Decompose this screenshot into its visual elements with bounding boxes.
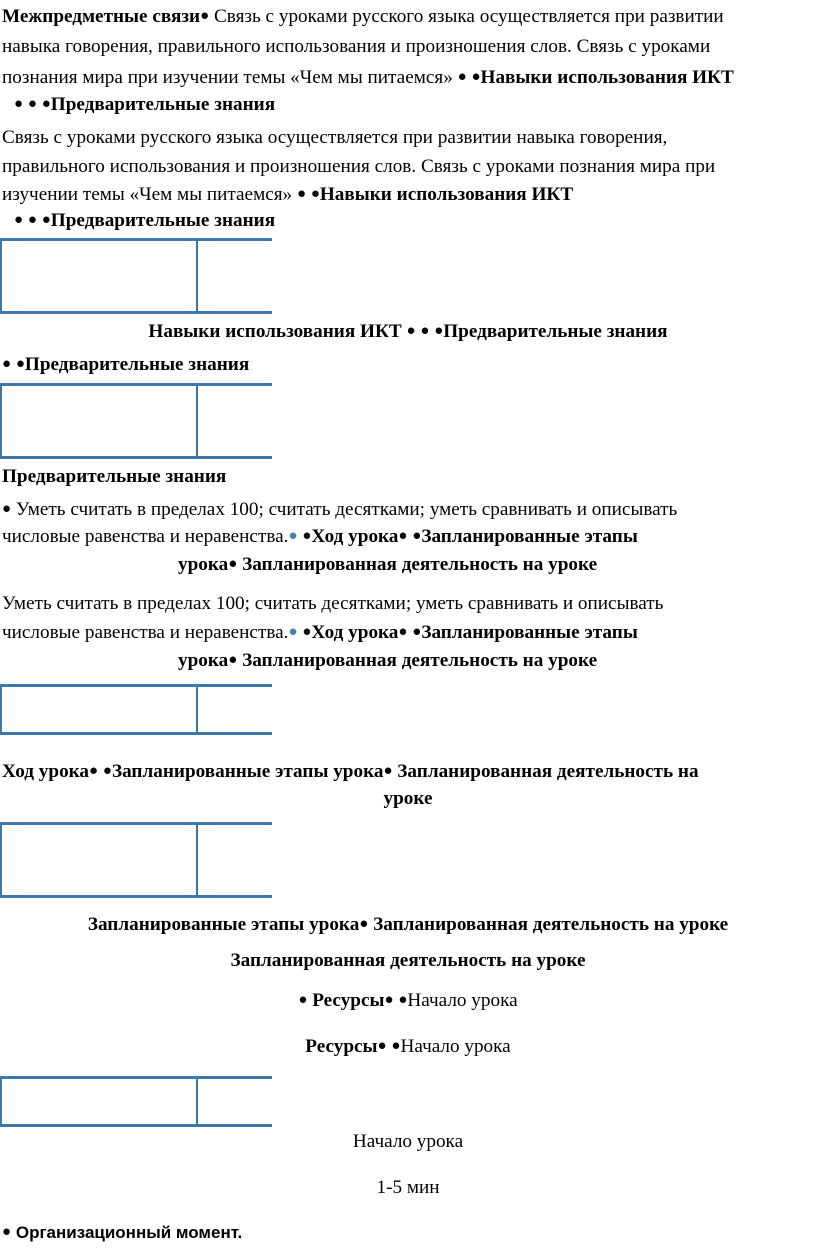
bullet-icon: ● — [412, 528, 422, 544]
skills-paragraph-line-1: ● Уметь считать в пределах 100; считать десятками; уметь сравнивать и описывать — [2, 499, 678, 520]
bullet-icon: ● — [27, 96, 37, 112]
prior-knowledge-heading: Предварительные знания — [50, 94, 276, 115]
bullet-icon: ● — [398, 624, 408, 640]
bullet-icon: ● — [359, 916, 369, 932]
ict-skills-line: Навыки использования ИКТ ● ● ●Предварительные знания — [148, 321, 668, 342]
table-fragment — [0, 684, 272, 735]
bullet-icon: ● — [41, 212, 51, 228]
bullet-icon: ● — [391, 1038, 401, 1054]
skills-paragraph-2-line-1: Уметь считать в пределах 100; считать десятками; уметь сравнивать и описывать — [2, 593, 664, 614]
bullet-icon: ● — [27, 212, 37, 228]
table-fragment — [0, 238, 272, 314]
bullet-icon: ● — [2, 1224, 12, 1240]
intersubject-label: Межпредметные связи — [2, 6, 201, 27]
intersubject-paragraph-line-3: познания мира при изучении темы «Чем мы питаемся» ● ●Навыки использования ИКТ — [2, 67, 734, 88]
bullet-icon: ● — [377, 1038, 387, 1054]
ict-skills-heading: Навыки использования ИКТ — [480, 67, 734, 88]
bullet-icon: ● — [296, 186, 307, 202]
bullet-icon: ● — [41, 96, 51, 112]
bullet-icon: ● — [288, 624, 298, 640]
table-fragment — [0, 383, 272, 459]
planned-stages-line: Запланированные этапы урока● Запланированная деятельность на уроке — [87, 914, 729, 935]
bullet-icon: ● — [384, 992, 394, 1008]
bullet-icon: ● — [15, 356, 25, 372]
bullet-icon: ● — [102, 763, 112, 779]
intersubject-paragraph-line-2: навыка говорения, правильного использования и произношения слов. Связь с уроками — [2, 36, 711, 57]
bullet-icon: ● — [412, 624, 422, 640]
planned-activity-line: Запланированная деятельность на уроке — [230, 950, 586, 971]
bullet-icon: ● — [302, 528, 312, 544]
prior-knowledge-section-heading: Предварительные знания — [2, 466, 227, 487]
connection-paragraph-line-1: Связь с уроками русского языка осуществляется при развитии навыка говорения, — [2, 127, 668, 148]
bullet-icon: ● — [398, 992, 408, 1008]
bullet-icon: ● — [89, 763, 99, 779]
bullet-icon: ● — [288, 528, 298, 544]
resources-line-2: Ресурсы● ●Начало урока — [305, 1036, 511, 1057]
bullet-icon: ● — [14, 96, 24, 112]
bullet-icon: ● — [200, 8, 210, 24]
lesson-start-duration: 1-5 мин — [376, 1177, 440, 1198]
intersubject-paragraph-line-4 — [14, 90, 275, 119]
table-fragment — [0, 822, 272, 898]
bullet-icon: ● — [383, 763, 393, 779]
bullet-icon: ● — [398, 528, 408, 544]
bullet-icon: ● — [298, 992, 308, 1008]
bullet-icon: ● — [471, 69, 481, 85]
organizational-moment-line — [2, 1218, 242, 1247]
lesson-start-label: Начало урока — [352, 1131, 464, 1152]
connection-paragraph-line-3: изучении темы «Чем мы питаемся» ● ●Навыки использования ИКТ — [2, 184, 574, 205]
skills-paragraph-line-3: урока● Запланированная деятельность на уроке — [178, 554, 598, 575]
bullet-icon: ● — [406, 323, 416, 339]
bullet-icon: ● — [2, 356, 12, 372]
connection-paragraph-line-2: правильного использования и произношения слов. Связь с уроками познания мира при — [2, 156, 716, 177]
bullet-icon: ● — [310, 186, 320, 202]
bullet-icon: ● — [434, 323, 444, 339]
lesson-plan-line-2: уроке — [383, 788, 433, 809]
organizational-moment-heading: Организационный момент. — [15, 1223, 243, 1242]
resources-line: ● Ресурсы● ●Начало урока — [298, 990, 518, 1011]
skills-paragraph-2-line-2: числовые равенства и неравенства.● ●Ход урока● ●Запланированные этапы — [2, 622, 638, 643]
lesson-plan-line-1: Ход урока● ●Запланированные этапы урока● Запланированная деятельность на — [2, 761, 699, 782]
prior-knowledge-line: ● ●Предварительные знания — [2, 354, 250, 375]
ict-skills-heading: Навыки использования ИКТ — [319, 184, 574, 205]
intersubject-paragraph-line-1: Межпредметные связи● Связь с уроками русского языка осуществляется при развитии — [2, 6, 724, 27]
prior-knowledge-heading: Предварительные знания — [50, 210, 276, 231]
table-fragment — [0, 1076, 272, 1127]
skills-paragraph-2-line-3: урока● Запланированная деятельность на уроке — [178, 650, 598, 671]
bullet-icon: ● — [228, 652, 238, 668]
bullet-icon: ● — [420, 323, 430, 339]
bullet-icon: ● — [14, 212, 24, 228]
skills-paragraph-line-2: числовые равенства и неравенства.● ●Ход урока● ●Запланированные этапы — [2, 526, 638, 547]
bullet-icon: ● — [2, 501, 12, 517]
bullet-icon: ● — [302, 624, 312, 640]
bullet-icon: ● — [457, 69, 467, 85]
connection-paragraph-line-4 — [14, 206, 275, 235]
bullet-icon: ● — [228, 556, 238, 572]
